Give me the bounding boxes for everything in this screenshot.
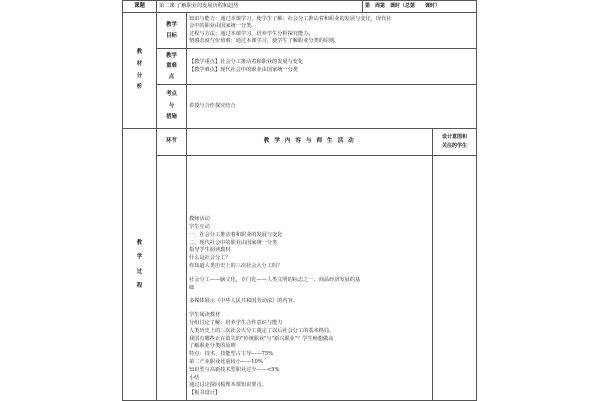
topic-value: 第二课 了解职业的发展历程和趋势: [157, 1, 363, 13]
content-column-header: 教 学 内 容 与 师 生 活 动: [187, 129, 433, 156]
period-meta: 第 周第 课时（总第 课时）: [363, 1, 477, 13]
measures-label: 考点 与 措施: [157, 85, 187, 129]
lesson-plan-table: [122, 0, 477, 401]
objectives-content: 知识与能力：通过本课学习，使学生了解：社会分工推动着和职业的发展与变化，现代社 会中的职业由国家统一分类。 过程与方法：通过本课学习，培养学生分析探究能力。 情感态度与价值观：通过本课学习，使学生了解职业分类的原则。: [187, 13, 477, 49]
topic-label: 课题: [123, 1, 157, 13]
objectives-label: 教学 目标: [157, 13, 187, 49]
process-content: 教师活动 学生互动 一、社会分工推动着和职业的发展与变化 二、现代社会中的职业由国家统一分类 指导学生阅读教材 什么是社会分工？ 你知道人类历史上的三次社会大分工吗？ 社会分工——脑文化，专门化——人类文明的标志之一，商品经济发展的基 础 多媒体展示《中华人民共和国劳动法》的内容。 学生阅读教材 分组讨论了解：培养学生合作意识与能力 人类历史上的三次社会大分工奠定了以后社会分工的基本格局。 我国有哪些正在消失的"传统职业"与"新兴职业"？学生畅想做高 了解职业分类的原则 特点：技术、技能型占主导——75% 第二产业职业比重较小——10% 知识型与高新技术型职业过少——<5% 小结 通过讨论探问梳理本课知识要点。 【板书设计】: [187, 156, 433, 401]
measures-content: 讲授与合作探究结合: [187, 85, 477, 129]
objectives-row: [123, 13, 477, 49]
intent-column-header: 设计意图和 关注的学生: [433, 129, 477, 156]
process-header-row: [123, 129, 477, 156]
measures-row: [123, 85, 477, 129]
key-points-row: [123, 49, 477, 85]
intent-cell: [433, 156, 477, 401]
key-points-label: 教学 重难 点: [157, 49, 187, 85]
key-points-content: 【教学重点】社会分工推动着和职业的发展与变化 【教学难点】现代社会中的职业由国家统一分类: [187, 49, 477, 85]
material-analysis-label: 教 材 分 析: [123, 13, 157, 129]
step-column-header: 环节: [157, 129, 187, 156]
step-cell: [157, 156, 187, 401]
lesson-plan-page: [122, 0, 476, 400]
header-row: [123, 1, 477, 13]
process-body-row: [123, 156, 477, 401]
teaching-process-label: 教 学 过 程: [123, 129, 157, 401]
